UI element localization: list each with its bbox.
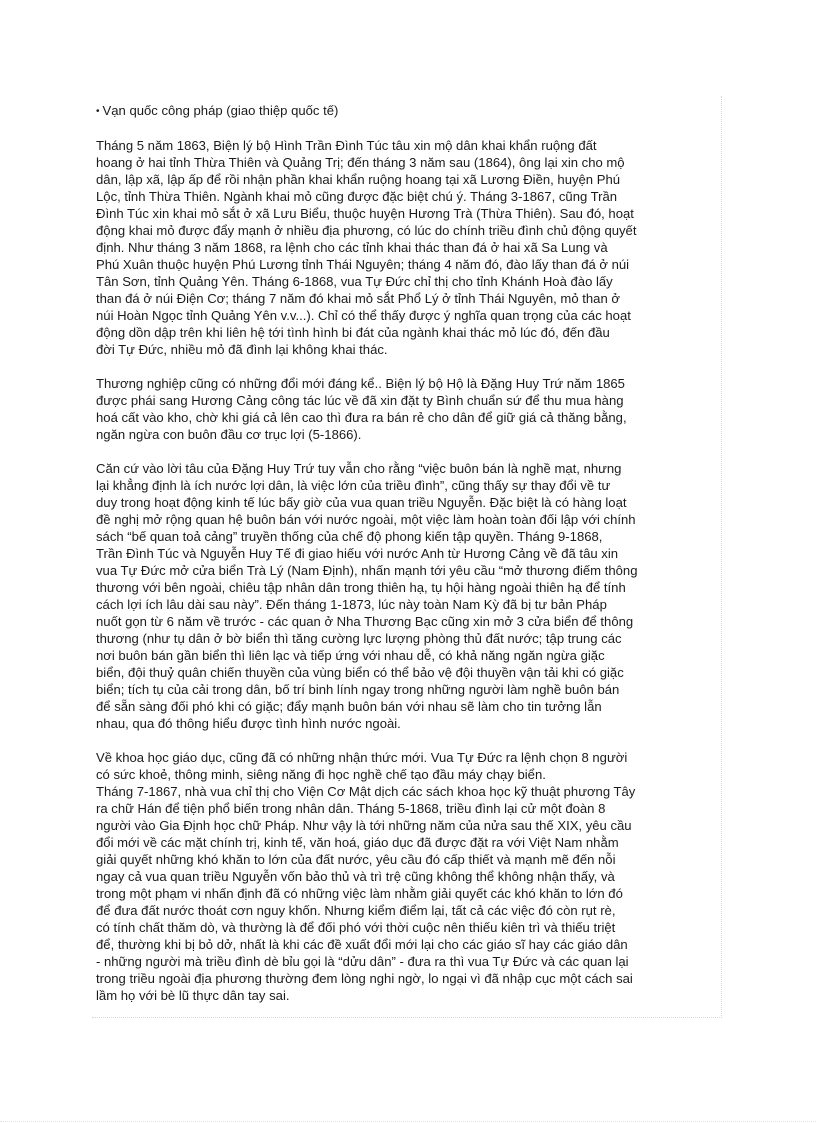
text-line: để đưa đất nước thoát cơn nguy khốn. Nhưng kiểm điểm lại, tất cả các việc đó còn rụt rè, — [96, 903, 616, 918]
text-line: hoá cất vào kho, chờ khi giá cả lên cao thì đưa ra bán rẻ cho dân để giữ giá cả thăng bằng, — [96, 410, 627, 425]
text-line: nơi buôn bán gần biển thì liên lạc và tiếp ứng với nhau dễ, có khả năng ngăn ngừa giặc — [96, 648, 605, 663]
text-line: thương với bên ngoài, chiêu tập nhân dân trong thiên hạ, tụ hội hàng ngoài thiên hạ để tính — [96, 580, 626, 595]
text-line: Căn cứ vào lời tâu của Đặng Huy Trứ tuy vẫn cho rằng “việc buôn bán là nghề mạt, nhưng — [96, 461, 622, 476]
text-line: trong một phạm vi nhấn định đã có những việc làm nhằm giải quyết các khó khăn to lớn đó — [96, 886, 623, 901]
text-line: để, thường khi bị bỏ dở, nhất là khi các đề xuất đổi mới lại cho các giáo sĩ hay các giáo dân — [96, 937, 628, 952]
text-line: có sức khoẻ, thông minh, siêng năng đi học nghề chế tạo đầu máy chạy biển. — [96, 767, 546, 782]
text-line: Phú Xuân thuộc huyện Phú Lương tỉnh Thái Nguyên; tháng 4 năm đó, đào lấy than đá ở núi — [96, 257, 630, 272]
document-body — [92, 96, 721, 1004]
text-line: ngăn ngừa con buôn đầu cơ trục lợi (5-1866). — [96, 427, 362, 442]
text-line: trong triều ngoài địa phương thường đem lòng nghi ngờ, lo ngại vì đã nhập cục một cách sai — [96, 971, 633, 986]
page-bottom-rule — [0, 1121, 816, 1122]
text-line: giải quyết những khó khăn to lớn của đất nước, yêu cầu đó cấp thiết và mạnh mẽ đến nỗi — [96, 852, 616, 867]
text-line: biển; tích tụ của cải trong dân, bố trí binh lính ngay trong những người làm nghề buôn bán — [96, 682, 620, 697]
document-page — [92, 96, 722, 1018]
section-heading-text: Vạn quốc công pháp (giao thiệp quốc tế) — [102, 103, 339, 118]
text-line: Tháng 7-1867, nhà vua chỉ thị cho Viện Cơ Mật dịch các sách khoa học kỹ thuật phương Tây — [96, 784, 636, 799]
text-line: được phái sang Hương Cảng công tác lúc về đã xin đặt ty Bình chuẩn sứ để thu mua hàng — [96, 393, 624, 408]
text-line: than đá ở núi Điện Cơ; tháng 7 năm đó khai mỏ sắt Phổ Lý ở tỉnh Thái Nguyên, mỏ than ở — [96, 291, 620, 306]
text-line: vua Tự Đức mở cửa biển Trà Lý (Nam Định), nhấn mạnh tới yêu cầu “mở thương điếm thông — [96, 563, 638, 578]
text-line: - những người mà triều đình dè bỉu gọi là “dửu dân” - đưa ra thì vua Tự Đức và các quan lại — [96, 954, 629, 969]
text-line: Thương nghiệp cũng có những đổi mới đáng kể.. Biện lý bộ Hộ là Đặng Huy Trứ năm 1865 — [96, 376, 625, 391]
paragraph-commerce — [96, 375, 721, 443]
text-line: Tháng 5 năm 1863, Biện lý bộ Hình Trần Đình Túc tâu xin mộ dân khai khẩn ruộng đất — [96, 138, 597, 153]
section-heading — [96, 102, 721, 120]
text-line: có tính chất thăm dò, và thường là để đối phó với thời cuộc nên thiếu kiên trì và thiếu triệt — [96, 920, 616, 935]
paragraph-foreign-trade — [96, 460, 721, 732]
text-line: núi Hoàn Ngọc tỉnh Quảng Yên v.v...). Chỉ có thể thấy được ý nghĩa quan trọng của các hoạt — [96, 308, 631, 323]
text-line: Lộc, tỉnh Thừa Thiên. Ngành khai mỏ cũng được đặc biệt chú ý. Tháng 3-1867, cũng Trần — [96, 189, 618, 204]
text-line: nhau, qua đó thông hiểu được tình hình nước ngoài. — [96, 716, 401, 731]
text-line: ngay cả vua quan triều Nguyễn vốn bảo thủ và trì trệ cũng không thể không nhận thấy, và — [96, 869, 615, 884]
bullet-icon: • — [96, 106, 100, 117]
text-line: người vào Gia Định học chữ Pháp. Như vậy là tới những năm của nửa sau thế XIX, yêu cầu — [96, 818, 632, 833]
paragraph-education-reforms — [96, 783, 721, 1004]
text-line: động khai mỏ được đẩy mạnh ở nhiều địa phương, có lúc do chính triều đình chủ động quyết — [96, 223, 637, 238]
text-line: hoang ở hai tỉnh Thừa Thiên và Quảng Trị; đến tháng 3 năm sau (1864), ông lại xin cho mộ — [96, 155, 625, 170]
text-line: cách lợi ích lâu dài sau này”. Đến tháng 1-1873, lúc này toàn Nam Kỳ đã bị tư bản Pháp — [96, 597, 607, 612]
text-line: định. Như tháng 3 năm 1868, ra lệnh cho các tỉnh khai thác than đá ở hai xã Sa Lung và — [96, 240, 608, 255]
text-line: Đình Túc xin khai mỏ sắt ở xã Lưu Biểu, thuộc huyện Hương Trà (Thừa Thiên). Sau đó, hoạt — [96, 206, 634, 221]
text-line: nuốt gọn từ 6 năm về trước - các quan ở Nha Thương Bạc cũng xin mở 3 cửa biển để thông — [96, 614, 634, 629]
text-line: để sẵn sàng đối phó khi có giặc; đẩy mạnh buôn bán với nhau sẽ làm cho tin tưởng lẫn — [96, 699, 602, 714]
text-line: dân, lập xã, lập ấp để rồi nhận phần khai khẩn ruộng hoang tại xã Lương Điền, huyện Phú — [96, 172, 621, 187]
paragraph-education-intro — [96, 749, 721, 783]
text-line: duy trong hoạt động kinh tế lúc bấy giờ của vua quan triều Nguyễn. Đặc biệt là có hàng loạt — [96, 495, 627, 510]
text-line: đời Tự Đức, nhiều mỏ đã đình lại không khai thác. — [96, 342, 388, 357]
text-line: Tân Sơn, tỉnh Quảng Yên. Tháng 6-1868, vua Tự Đức chỉ thị cho tỉnh Khánh Hoà đào lấy — [96, 274, 613, 289]
text-line: sách “bế quan toả cảng” truyền thống của chế độ phong kiến tập quyền. Tháng 9-1868, — [96, 529, 603, 544]
paragraph-mining — [96, 137, 721, 358]
text-line: thương (như tụ dân ở bờ biển thì tăng cường lực lượng phòng thủ đất nước; tập trung các — [96, 631, 622, 646]
text-line: biển, đội thuỷ quân chiến thuyền của vùng biển có thể bảo vệ đội thuyền vận tải khi có giặc — [96, 665, 624, 680]
text-line: ra chữ Hán để tiện phổ biến trong nhân dân. Tháng 5-1868, triều đình lại cử một đoàn 8 — [96, 801, 606, 816]
text-line: Trần Đình Túc và Nguyễn Huy Tế đi giao hiếu với nước Anh từ Hương Cảng về đã tâu xin — [96, 546, 619, 561]
text-line: đổi mới về các mặt chính trị, kinh tế, văn hoá, giáo dục đã được đặt ra với Việt Nam nhằm — [96, 835, 619, 850]
text-line: đề nghị mở rộng quan hệ buôn bán với nước ngoài, một việc làm hoàn toàn đối lập với chính — [96, 512, 636, 527]
text-line: Về khoa học giáo dục, cũng đã có những nhận thức mới. Vua Tự Đức ra lệnh chọn 8 người — [96, 750, 628, 765]
text-line: lầm họ với bè lũ thực dân tay sai. — [96, 988, 290, 1003]
text-line: lại khẳng định là ích nước lợi dân, là việc lớn của triều đình”, cũng thấy sự thay đổi về tư — [96, 478, 611, 493]
text-line: động dồn dập trên khi liên hệ tới tình hình bi đát của ngành khai thác mỏ lúc đó, đến đầu — [96, 325, 610, 340]
